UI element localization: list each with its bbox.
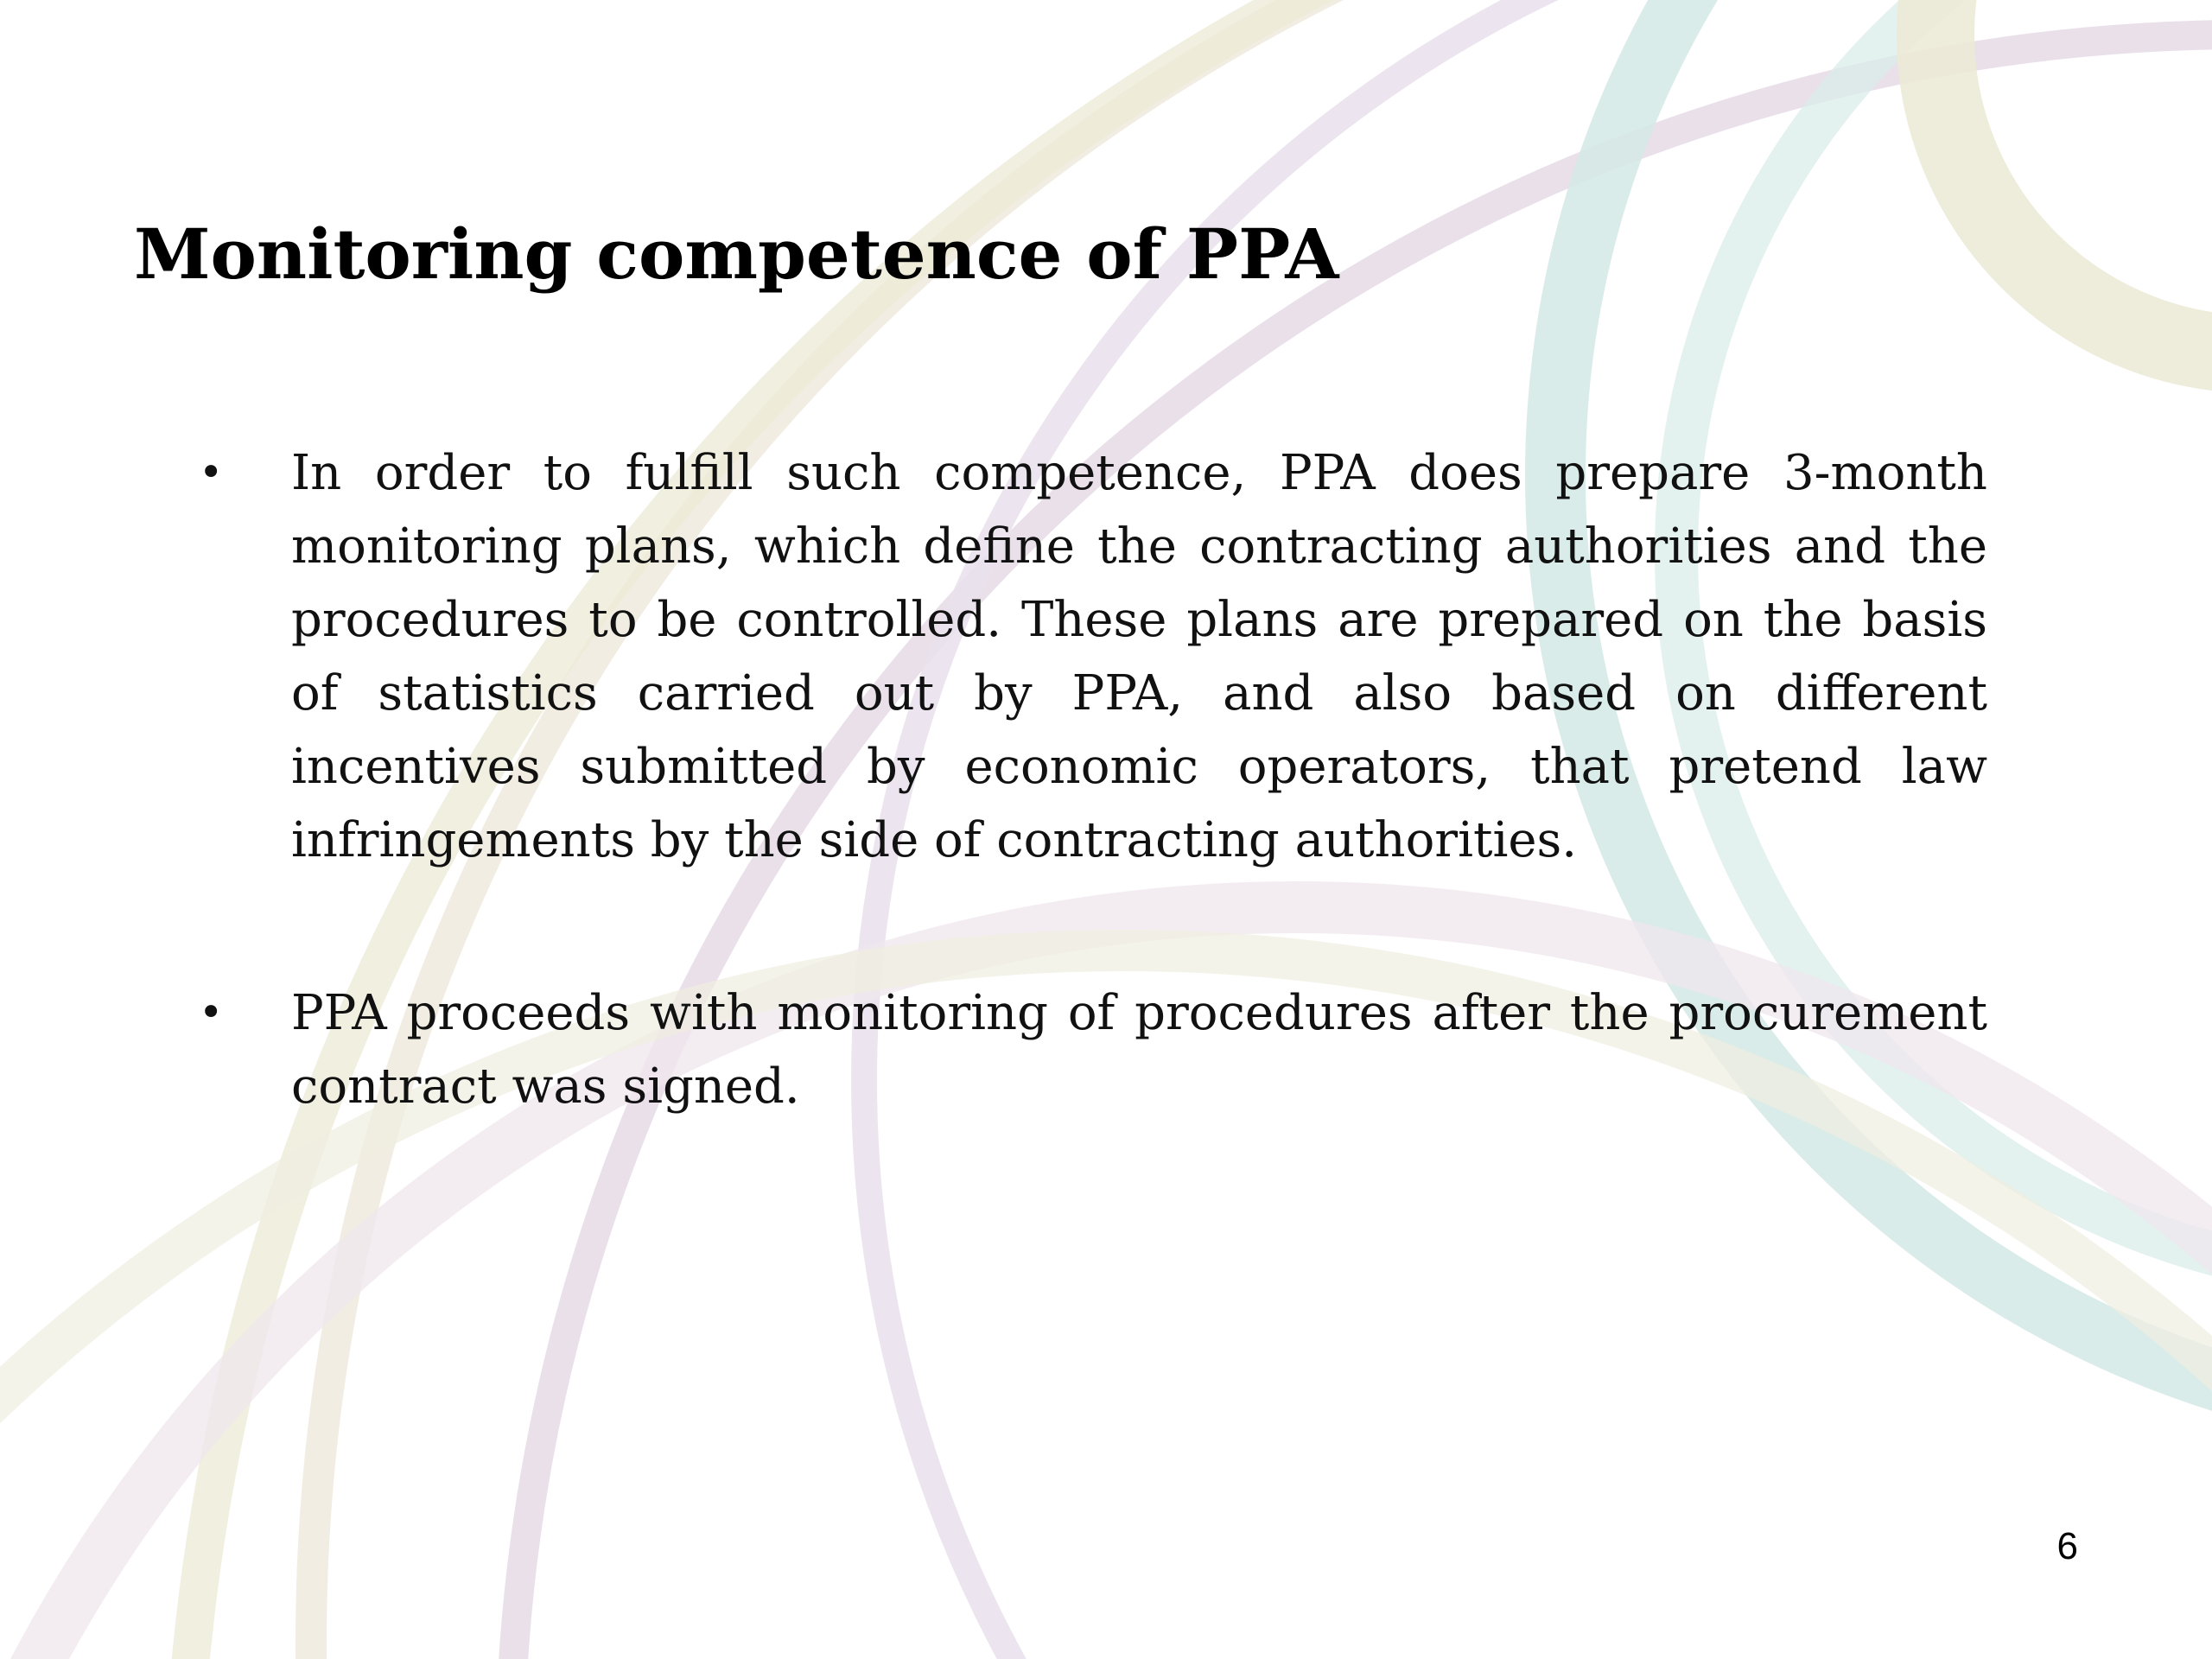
- list-item: [199, 436, 1987, 877]
- bullet-text: In order to fulfill such competence, PPA does prepare 3-month monitoring plans, which define the contracting authorities and the procedures to be controlled. These plans are prepared on the basis of statistics carried out by PPA, and also based on different incentives submitted by economic operators, that pretend law infringements by the side of contracting authorities.: [291, 445, 1987, 868]
- bullet-marker: •: [199, 448, 224, 497]
- page-number: 6: [2056, 1525, 2078, 1567]
- list-item: [199, 976, 1987, 1123]
- bullet-list: [199, 436, 1987, 1123]
- bullet-text: PPA proceeds with monitoring of procedures after the procurement contract was signed.: [291, 985, 1987, 1115]
- bullet-marker: •: [199, 988, 224, 1037]
- page-title: Monitoring competence of PPA: [134, 213, 1339, 295]
